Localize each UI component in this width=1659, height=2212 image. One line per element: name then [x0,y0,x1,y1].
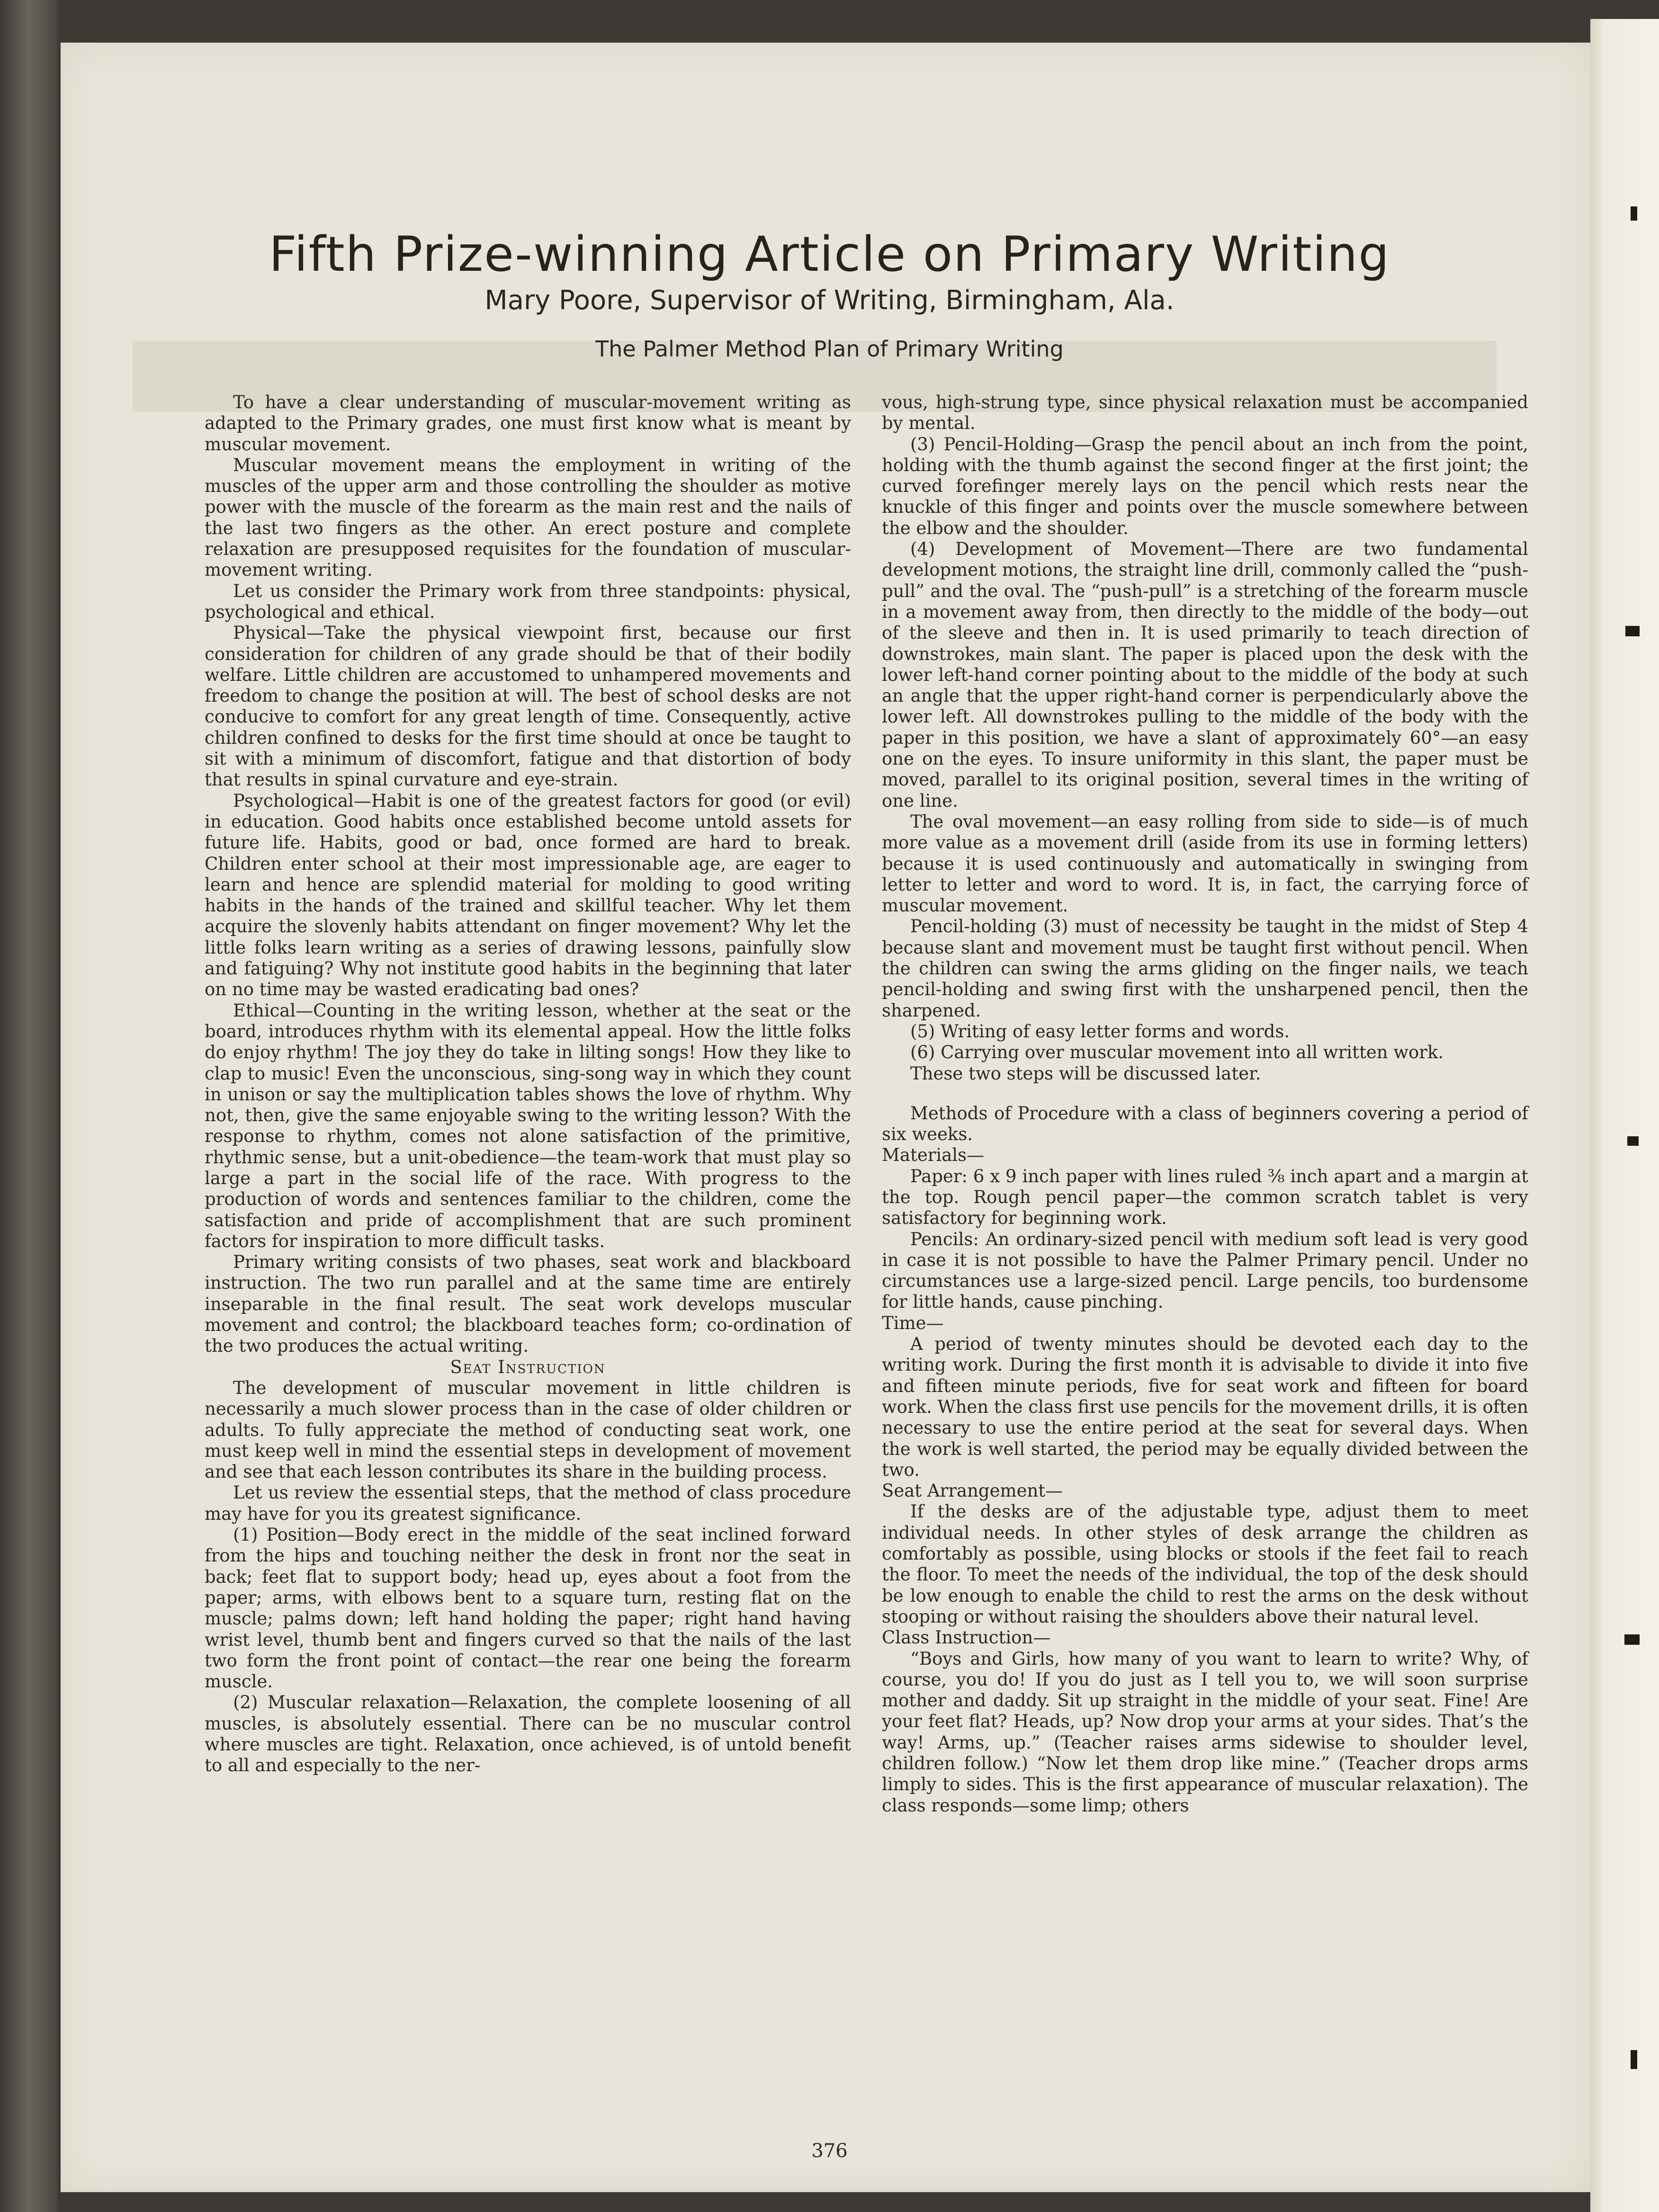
paragraph: vous, high-strung type, since physical relaxation must be accompanied by mental. [882,392,1528,434]
page-number: 376 [811,2140,848,2162]
paragraph: If the desks are of the adjustable type, adjust them to meet individual needs. In other styles of desk arrange the children as comfortably as possible, using blocks or stools if the feet fail to reach the floor. To meet the needs of the individual, the top of the desk should be low enough to enable the child to rest the arms on the desk without stooping or without raising the shoulders above their natural level. [882,1501,1528,1627]
article-byline: Mary Poore, Supervisor of Writing, Birmingham, Ala. [484,285,1175,316]
paragraph: Let us consider the Primary work from three standpoints: physical, psychological and ethical. [205,580,851,622]
paragraph: (1) Position—Body erect in the middle of the seat inclined forward from the hips and touching neither the desk in front nor the seat in back; feet flat to support body; head up, eyes about a foot from the paper; arms, with elbows bent to a square turn, resting flat on the muscle; palms down; left hand holding the paper; right hand having wrist level, thumb bent and fingers curved so that the nails of the last two form the front point of contact—the rear one being the forearm muscle. [205,1525,851,1692]
paragraph: A period of twenty minutes should be devoted each day to the writing work. During the first month it is advisable to divide it into five and fifteen minute periods, five for seat work and fifteen for board work. When the class first use pencils for the movement drills, it is often necessary to use the entire period at the seat for several days. When the work is well started, the period may be equally divided between the two. [882,1334,1529,1480]
paragraph: Let us review the essential steps, that the method of class procedure may have for you its greatest significance. [205,1482,851,1524]
subheading-time: Time— [882,1312,944,1333]
right-text-column [882,392,1528,1816]
paragraph: To have a clear understanding of muscular-movement writing as adapted to the Primary grades, one must first know what is meant by muscular movement. [205,392,851,455]
paragraph: (6) Carrying over muscular movement into all written work. [910,1042,1444,1063]
subheading-seat-arrangement: Seat Arrangement— [882,1481,1063,1501]
paragraph: Pencils: An ordinary-sized pencil with medium soft lead is very good in case it is not possible to have the Palmer Primary pencil. Under no circumstances use a large-sized pencil. Large pencils, too burdensome for little hands, cause pinching. [882,1229,1528,1312]
paragraph: Physical—Take the physical viewpoint first, because our first consideration for children of any grade should be that of their bodily welfare. Little children are accustomed to unhampered movements and freedom to change the position at will. The best of school desks are not conducive to comfort for any great length of time. Consequently, active children confined to desks for the first time should at once be taught to sit with a minimum of discomfort, fatigue and that distortion of body that results in spinal curvature and eye-strain. [205,623,851,790]
paragraph: Ethical—Counting in the writing lesson, whether at the seat or the board, introduces rhythm with its elemental appeal. How the little folks do enjoy rhythm! The joy they do take in lilting songs! How they like to clap to music! Even the unconscious, sing-song way in which they count in unison or say the multiplication tables shows the love of rhythm. Why not, then, give the same enjoyable swing to the writing lesson? With the response to rhythm, comes not alone satisfaction of the primitive, rhythmic sense, but a unit-obedience—the team-work that must play so large a part in the social life of the race. With progress to the production of words and sentences familiar to the children, come the satisfaction and pride of accomplishment that are such prominent factors for inspiration to more difficult tasks. [205,1000,851,1251]
paragraph: Primary writing consists of two phases, seat work and blackboard instruction. The two run parallel and at the same time are entirely inseparable in the final result. The seat work develops muscular movement and control; the blackboard teaches form; co-ordination of the two produces the actual writing. [205,1252,851,1356]
paragraph: These two steps will be discussed later. [910,1063,1261,1084]
article-title: Fifth Prize-winning Article on Primary Writing [269,226,1390,283]
paragraph: The oval movement—an easy rolling from side to side—is of much more value as a movement drill (aside from its use in forming letters) because it is used continuously and automatically in swinging from letter to letter and word to word. It is, in fact, the carrying force of muscular movement. [882,811,1528,916]
edge-tab-mark [1631,2050,1637,2069]
edge-tab-mark [1625,626,1640,636]
paragraph: The development of muscular movement in little children is necessarily a much slower process than in the case of older children or adults. To fully appreciate the method of conducting seat work, one must keep well in mind the essential steps in development of movement and see that each lesson contributes its share in the building process. [205,1377,851,1482]
paragraph: Muscular movement means the employment in writing of the muscles of the upper arm and those controlling the shoulder as motive power with the muscle of the forearm as the main rest and the nails of the last two fingers as the other. An erect posture and complete relaxation are presupposed requisites for the foundation of muscular-movement writing. [205,455,851,580]
section-heading-seat-instruction: Seat Instruction [450,1356,606,1377]
left-text-column [205,392,851,1776]
paragraph: (4) Development of Movement—There are two fundamental development motions, the straight line drill, commonly called the “push-pull” and the oval. The “push-pull” is a stretching of the forearm muscle in a movement away from, then directly to the middle of the body—out of the sleeve and then in. It is used primarily to teach direction of downstrokes, main slant. The paper is placed upon the desk with the lower left-hand corner pointing about to the middle of the body at such an angle that the upper right-hand corner is perpendicularly above the lower left. All downstrokes pulling to the middle of the body with the paper in this position, we have a slant of approximately 60°—an easy one on the eyes. To insure uniformity in this slant, the paper must be moved, parallel to its original position, several times in the writing of one line. [882,539,1528,811]
edge-tab-mark [1627,1136,1639,1146]
paragraph: (5) Writing of easy letter forms and words. [910,1021,1290,1042]
paragraph: “Boys and Girls, how many of you want to learn to write? Why, of course, you do! If you do just as I tell you to, we will soon surprise mother and daddy. Sit up straight in the middle of your seat. Fine! Are your feet flat? Heads, up? Now drop your arms at your sides. That’s the way! Arms, up.” (Teacher raises arms sidewise to shoulder level, children follow.) “Now let them drop like mine.” (Teacher drops arms limply to sides. This is the first appearance of muscular relaxation). The class responds—some limp; others [882,1648,1528,1816]
subheading-class-instruction: Class Instruction— [882,1627,1051,1648]
subheading-materials: Materials— [882,1145,985,1166]
article-subtitle: The Palmer Method Plan of Primary Writing [595,336,1064,362]
edge-tab-mark [1631,206,1637,221]
paragraph: (2) Muscular relaxation—Relaxation, the complete loosening of all muscles, is absolutely essential. There can be no muscular control where muscles are tight. Relaxation, once achieved, is of untold benefit to all and especially to the ner- [205,1692,851,1776]
paragraph: Psychological—Habit is one of the greatest factors for good (or evil) in education. Good habits once established become untold assets for future life. Habits, good or bad, once formed are hard to break. Children enter school at their most impressionable age, are eager to learn and hence are splendid material for molding to good writing habits in the hands of the trained and skillful teacher. Why let them acquire the slovenly habits attendant on finger movement? Why let the little folks learn writing as a series of drawing lessons, painfully slow and fatiguing? Why not institute good habits in the beginning that later on no time may be wasted eradicating bad ones? [205,790,851,1000]
paragraph: Pencil-holding (3) must of necessity be taught in the midst of Step 4 because slant and movement must be taught first without pencil. When the children can swing the arms gliding on the finger nails, we teach pencil-holding and swing first with the unsharpened pencil, then the sharpened. [882,916,1528,1021]
paragraph: Paper: 6 x 9 inch paper with lines ruled ⅜ inch apart and a margin at the top. Rough pencil paper—the common scratch tablet is very satisfactory for beginning work. [882,1166,1528,1229]
paragraph: (3) Pencil-Holding—Grasp the pencil about an inch from the point, holding with the thumb against the second finger at the first joint; the curved forefinger merely lays on the pencil which rests near the knuckle of this finger and points over the muscle somewhere between the elbow and the shoulder. [882,434,1528,538]
paragraph: Methods of Procedure with a class of beginners covering a period of six weeks. [882,1103,1528,1145]
edge-tab-mark [1624,1634,1640,1645]
